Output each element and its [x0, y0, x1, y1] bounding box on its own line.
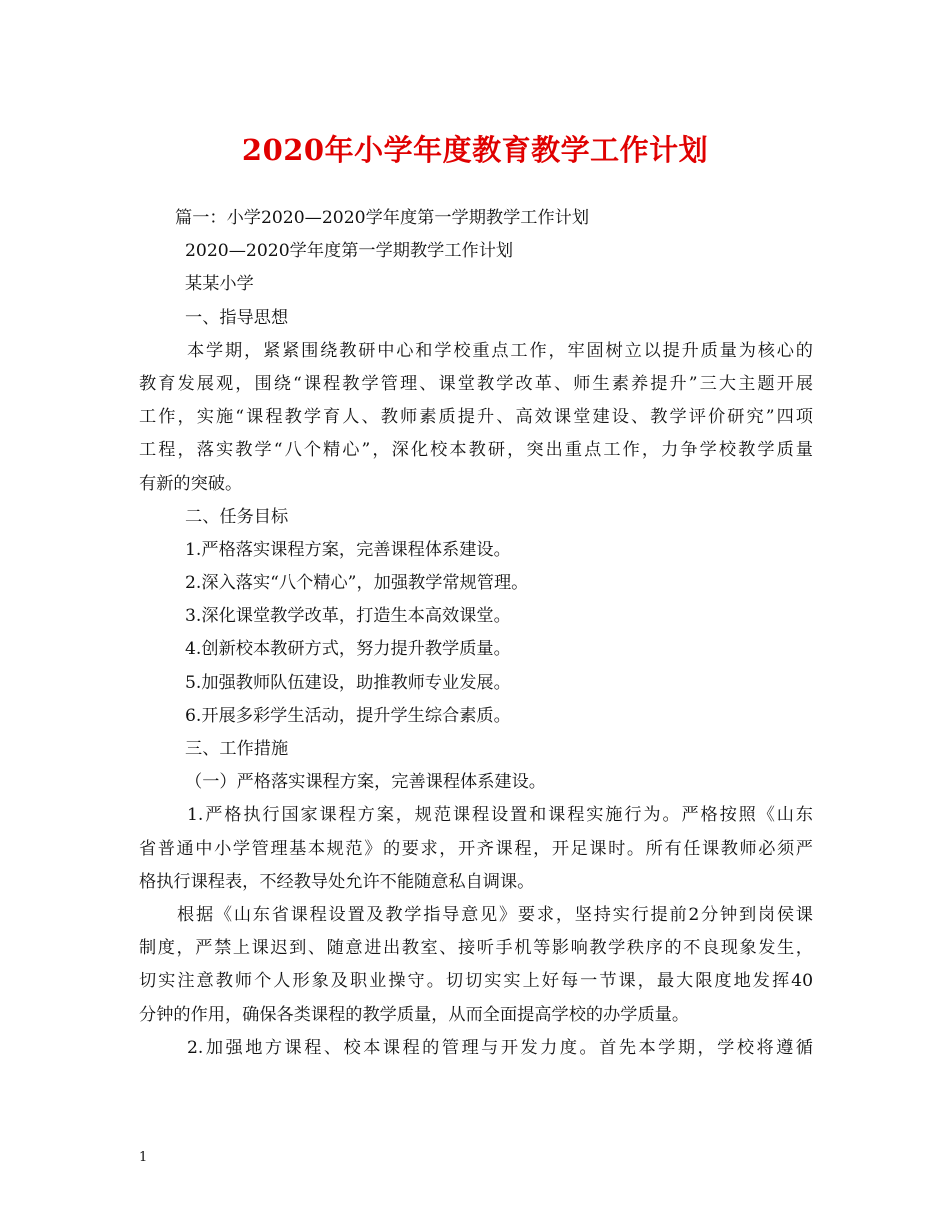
paragraph-line: 分钟的作用，确保各类课程的教学质量，从而全面提高学校的办学质量。 [139, 1004, 690, 1025]
list-item: 3.深化课堂教学改革，打造生本高效课堂。 [185, 606, 511, 627]
paragraph-line: 格执行课程表，不经教导处允许不能随意私自调课。 [139, 871, 535, 892]
page-number: 1 [139, 1150, 148, 1165]
subsection-heading: （一）严格落实课程方案，完善课程体系建设。 [185, 772, 546, 793]
list-item: 5.加强教师队伍建设，助推教师专业发展。 [185, 672, 511, 693]
school-name: 某某小学 [185, 274, 254, 295]
list-item: 2.深入落实“八个精心”，加强教学常规管理。 [185, 573, 529, 594]
subtitle-line: 2020—2020学年度第一学期教学工作计划 [185, 241, 514, 262]
paragraph-line: 有新的突破。 [139, 473, 243, 494]
paragraph-line: 切实注意教师个人形象及职业操守。切切实实上好每一节课，最大限度地发挥40 [139, 971, 813, 992]
document-title: 2020年小学年度教育教学工作计划 [241, 133, 709, 167]
paragraph-line: 工作，实施“课程教学育人、教师素质提升、高效课堂建设、教学评价研究”四项 [139, 407, 813, 428]
paragraph-line: 根据《山东省课程设置及教学指导意见》要求，坚持实行提前2分钟到岗侯课 [177, 904, 813, 925]
paragraph-line: 1.严格执行国家课程方案，规范课程设置和课程实施行为。严格按照《山东 [187, 805, 813, 826]
paragraph-line: 省普通中小学管理基本规范》的要求，开齐课程，开足课时。所有任课教师必须严 [139, 838, 813, 859]
list-item: 4.创新校本教研方式，努力提升教学质量。 [185, 639, 511, 660]
paragraph-line: 制度，严禁上课迟到、随意进出教室、接听手机等影响教学秩序的不良现象发生， [139, 938, 813, 959]
paragraph-line: 教育发展观，围绕“课程教学管理、课堂教学改革、师生素养提升”三大主题开展 [139, 373, 813, 394]
section-heading: 一、指导思想 [185, 307, 289, 328]
paragraph-line: 工程，落实教学“八个精心”，深化校本教研，突出重点工作，力争学校教学质量 [139, 440, 813, 461]
paragraph-line: 本学期，紧紧围绕教研中心和学校重点工作，牢固树立以提升质量为核心的 [187, 340, 813, 361]
section-heading: 三、工作措施 [185, 739, 289, 759]
paragraph-line: 2.加强地方课程、校本课程的管理与开发力度。首先本学期，学校将遵循 [187, 1037, 813, 1058]
list-item: 6.开展多彩学生活动，提升学生综合素质。 [185, 705, 511, 726]
document-body [139, 202, 813, 1065]
section-heading: 篇一：小学2020—2020学年度第一学期教学工作计划 [175, 208, 590, 228]
section-heading: 二、任务目标 [185, 506, 289, 527]
list-item: 1.严格落实课程方案，完善课程体系建设。 [185, 539, 511, 560]
